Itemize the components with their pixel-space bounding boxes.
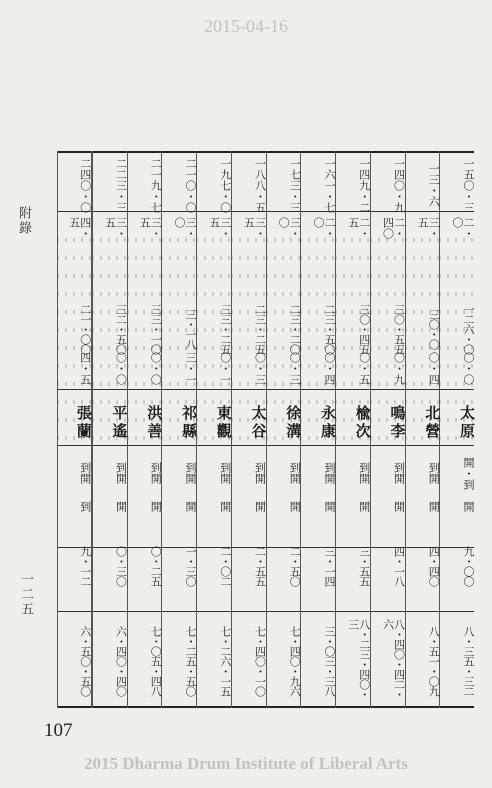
cell-v2 <box>336 217 370 247</box>
cell-v1 <box>197 157 231 213</box>
cell-text: 到開 <box>357 462 371 484</box>
cell-v7 <box>267 526 301 606</box>
header-date-stamp: 2015-04-16 <box>204 16 288 36</box>
cell-v1 <box>232 157 266 213</box>
cell-text: 一七三・三 <box>288 157 302 213</box>
cell-text: 〇・一 <box>218 351 232 385</box>
cell-v4 <box>162 351 196 385</box>
station-name-text: 平遙 <box>110 405 129 441</box>
appendix-label: 附錄 <box>16 206 31 236</box>
cell-text: 開 <box>218 500 232 512</box>
station-name <box>93 397 127 447</box>
cell-text: 二三・二五 <box>253 304 267 354</box>
cell-text: 八・二三・四〇・三 <box>346 619 371 699</box>
cell-v1 <box>93 157 127 213</box>
cell-text: 開 <box>462 500 475 512</box>
cell-text: 開 <box>323 500 336 512</box>
cell-v5 <box>371 451 405 493</box>
cell-v8 <box>162 619 196 703</box>
cell-text: 開 <box>253 500 267 512</box>
cell-v1 <box>440 157 474 213</box>
cell-v2 <box>440 217 474 247</box>
cell-v8 <box>197 619 231 703</box>
station-name <box>301 397 335 447</box>
cell-v4 <box>267 351 301 385</box>
cell-v1 <box>267 157 301 213</box>
cell-text: 四・五 <box>67 217 92 239</box>
cell-text: 八・四〇・四二・六 <box>381 619 406 699</box>
cell-text: 七・四〇・九六 <box>288 626 302 696</box>
footer-copyright-stamp: 2015 Dharma Drum Institute of Liberal Arts <box>84 754 408 773</box>
cell-v1 <box>128 157 162 213</box>
station-column <box>57 151 92 708</box>
page-number: 107 <box>44 720 73 741</box>
cell-text: 二・五 <box>346 217 371 239</box>
cell-text: 二一・〇〇 <box>78 304 92 354</box>
cell-v2 <box>162 217 196 247</box>
cell-v7 <box>58 526 91 606</box>
cell-text: 開 <box>427 500 441 512</box>
cell-v6 <box>301 495 335 517</box>
cell-text: 九・一二 <box>78 546 92 586</box>
cell-text: 六・四〇・四〇 <box>114 626 128 696</box>
cell-text: 〇・〇 <box>114 351 128 385</box>
cell-v6 <box>267 495 301 517</box>
cell-v4 <box>440 351 474 385</box>
cell-text: 三・五 <box>138 217 163 239</box>
cell-v5 <box>406 451 440 493</box>
cell-text: 〇・九 <box>392 351 406 385</box>
station-name-text: 東觀 <box>214 405 233 441</box>
station-name-text: 洪善 <box>145 405 164 441</box>
side-page-number: 一二五 <box>18 572 33 617</box>
cell-v2 <box>58 217 91 247</box>
cell-text: 二・〇 <box>451 217 475 239</box>
cell-v6 <box>58 495 91 517</box>
cell-text: 三・〇 <box>173 217 197 239</box>
cell-text: 三三・一〇 <box>149 304 163 354</box>
cell-v4 <box>197 351 231 385</box>
station-name <box>58 397 91 447</box>
station-column <box>196 151 231 708</box>
station-name <box>128 397 162 447</box>
cell-v7 <box>93 526 127 606</box>
cell-v5 <box>58 451 91 493</box>
station-column <box>266 151 301 708</box>
cell-text: 二・五〇 <box>288 546 302 586</box>
cell-text: 一四九・二 <box>357 157 371 213</box>
cell-text: 三・五 <box>103 217 128 239</box>
cell-v7 <box>301 526 335 606</box>
cell-text: 七・四〇・一〇 <box>253 626 267 696</box>
cell-text: 一・三〇 <box>184 546 197 586</box>
cell-v1 <box>301 157 335 213</box>
cell-text: 一五〇・三 <box>462 157 475 213</box>
cell-text: 〇・四 <box>323 351 336 385</box>
cell-v5 <box>301 451 335 493</box>
cell-text: 〇・〇 <box>149 351 163 385</box>
cell-text: 四・五 <box>78 351 92 385</box>
cell-text: 二三・二〇 <box>288 304 302 354</box>
station-name-text: 徐溝 <box>284 405 303 441</box>
cell-text: 開 <box>288 500 302 512</box>
station-column <box>335 151 370 708</box>
cell-v4 <box>93 351 127 385</box>
cell-v6 <box>162 495 196 517</box>
cell-text: 到開 <box>288 462 302 484</box>
cell-text: 一六一・七 <box>323 157 336 213</box>
cell-v5 <box>162 451 196 493</box>
cell-v2 <box>267 217 301 247</box>
station-name <box>232 397 266 447</box>
cell-text: 開 <box>392 500 406 512</box>
cell-text: 開 <box>184 500 197 512</box>
cell-text: 三・一八 <box>184 309 197 349</box>
cell-text: 到開 <box>218 462 232 484</box>
station-name-text: 太原 <box>458 405 476 441</box>
cell-text: 到開 <box>184 462 197 484</box>
cell-v2 <box>301 217 335 247</box>
station-name-text: 太谷 <box>249 405 268 441</box>
station-column <box>161 151 196 708</box>
timetable <box>57 151 474 708</box>
cell-v5 <box>267 451 301 493</box>
station-name <box>197 397 231 447</box>
cell-text: 一四〇・九 <box>392 157 406 213</box>
cell-v2 <box>406 217 440 247</box>
cell-text: 三〇・〇 <box>427 309 441 349</box>
cell-v8 <box>267 619 301 703</box>
cell-v7 <box>371 526 405 606</box>
cell-v7 <box>406 526 440 606</box>
cell-text: 一九七・〇 <box>218 157 232 213</box>
cell-v5 <box>440 451 474 493</box>
cell-text: 七・二五・五〇 <box>184 626 197 696</box>
cell-text: 〇・二五 <box>149 546 163 586</box>
cell-text: 二一九・七 <box>149 157 163 213</box>
cell-v7 <box>440 526 474 606</box>
station-name <box>267 397 301 447</box>
cell-text: 到開 <box>323 462 336 484</box>
station-name-text: 永康 <box>319 405 337 441</box>
cell-text: 三・〇三・三八 <box>323 626 336 696</box>
cell-v2 <box>128 217 162 247</box>
cell-v4 <box>128 351 162 385</box>
cell-text: 到開 <box>78 462 92 484</box>
station-column <box>231 151 266 708</box>
cell-text: 〇・五 <box>357 351 371 385</box>
cell-v2 <box>197 217 231 247</box>
cell-text: 二一〇・〇 <box>184 157 197 213</box>
cell-v6 <box>197 495 231 517</box>
station-name <box>371 397 405 447</box>
station-name <box>336 397 370 447</box>
cell-text: 〇・四 <box>427 351 441 385</box>
cell-text: 二・五五 <box>253 546 267 586</box>
cell-text: 三・〇 <box>277 217 302 239</box>
station-column <box>370 151 405 708</box>
cell-v7 <box>162 526 196 606</box>
cell-v5 <box>128 451 162 493</box>
cell-v6 <box>93 495 127 517</box>
cell-text: 七・二六・一五 <box>218 626 232 696</box>
cell-v4 <box>371 351 405 385</box>
cell-text: 三・五 <box>207 217 232 239</box>
cell-v7 <box>336 526 370 606</box>
cell-v1 <box>371 157 405 213</box>
cell-v6 <box>440 495 474 517</box>
cell-v8 <box>93 619 127 703</box>
cell-v1 <box>162 157 196 213</box>
cell-text: 到開 <box>114 462 128 484</box>
cell-text: 開 <box>357 500 371 512</box>
station-name <box>406 397 440 447</box>
cell-v8 <box>371 619 405 703</box>
cell-text: 三・一四 <box>323 546 336 586</box>
cell-text: 到開 <box>149 462 163 484</box>
cell-text: 四・一八 <box>392 546 406 586</box>
cell-text: 到開 <box>427 462 441 484</box>
cell-text: 〇・三〇 <box>114 546 128 586</box>
cell-text: 到開 <box>253 462 267 484</box>
cell-text: 二四〇・〇 <box>78 157 92 213</box>
station-column <box>405 151 440 708</box>
cell-text: 六・五〇・五〇 <box>78 626 92 696</box>
cell-text: 二・四〇 <box>381 217 406 239</box>
cell-text: 八・三五・三二 <box>462 626 475 696</box>
cell-text: 二二三・三 <box>114 157 128 213</box>
cell-text: 三・五 <box>416 217 441 239</box>
cell-text: 二・〇二 <box>218 546 232 586</box>
station-name-text: 楡次 <box>353 405 372 441</box>
cell-v4 <box>336 351 370 385</box>
cell-text: 一二六・〇 <box>462 304 475 354</box>
station-name-text: 祁縣 <box>180 405 198 441</box>
station-name <box>162 397 196 447</box>
cell-text: 七・〇五・四八 <box>149 626 163 696</box>
cell-v8 <box>301 619 335 703</box>
cell-v5 <box>197 451 231 493</box>
station-column <box>127 151 162 708</box>
cell-text: 九・〇〇 <box>462 546 475 586</box>
cell-v5 <box>232 451 266 493</box>
cell-v6 <box>336 495 370 517</box>
station-name <box>440 397 474 447</box>
station-column <box>439 151 474 708</box>
cell-text: 開・到 <box>462 456 475 490</box>
cell-v4 <box>406 351 440 385</box>
cell-text: 二三・五〇 <box>323 304 336 354</box>
cell-text: 四・四〇 <box>427 546 441 586</box>
cell-text: 三〇・四五 <box>357 304 371 354</box>
cell-text: 二・〇 <box>312 217 336 239</box>
cell-text: 到 <box>78 500 92 512</box>
cell-v8 <box>406 619 440 703</box>
cell-v2 <box>232 217 266 247</box>
cell-v8 <box>232 619 266 703</box>
station-name-text: 張蘭 <box>74 405 93 441</box>
cell-v4 <box>301 351 335 385</box>
cell-text: 三〇・五五 <box>392 304 406 354</box>
cell-v8 <box>128 619 162 703</box>
cell-v7 <box>197 526 231 606</box>
station-name-text: 鳴李 <box>388 405 407 441</box>
cell-v1 <box>58 157 91 213</box>
cell-text: 〇・三 <box>288 351 302 385</box>
cell-v6 <box>232 495 266 517</box>
cell-v8 <box>440 619 474 703</box>
cell-text: 到開 <box>392 462 406 484</box>
cell-v8 <box>336 619 370 703</box>
station-name-text: 北營 <box>423 405 442 441</box>
cell-v6 <box>128 495 162 517</box>
cell-text: 〇・〇 <box>462 351 475 385</box>
cell-text: 一八八・五 <box>253 157 267 213</box>
cell-v4 <box>58 351 91 385</box>
cell-v2 <box>371 217 405 247</box>
cell-text: 〇・三 <box>253 351 267 385</box>
cell-text: 八・五一・〇九 <box>427 626 441 696</box>
cell-text: 三・五五 <box>357 546 371 586</box>
cell-v6 <box>371 495 405 517</box>
cell-v5 <box>93 451 127 493</box>
cell-v7 <box>232 526 266 606</box>
cell-v4 <box>232 351 266 385</box>
cell-v2 <box>93 217 127 247</box>
cell-text: 開 <box>149 500 163 512</box>
cell-text: 開 <box>114 500 128 512</box>
cell-v6 <box>406 495 440 517</box>
cell-v7 <box>128 526 162 606</box>
cell-text: 三・五 <box>242 217 267 239</box>
station-column <box>300 151 335 708</box>
cell-v1 <box>406 157 440 213</box>
cell-v1 <box>336 157 370 213</box>
station-column <box>92 151 127 708</box>
cell-text: 三二・五〇 <box>114 304 128 354</box>
cell-v8 <box>58 619 91 703</box>
cell-text: 一三・六 <box>427 163 441 207</box>
cell-text: 三三・二五 <box>218 304 232 354</box>
cell-v5 <box>336 451 370 493</box>
cell-text: 三・一 <box>184 351 197 385</box>
